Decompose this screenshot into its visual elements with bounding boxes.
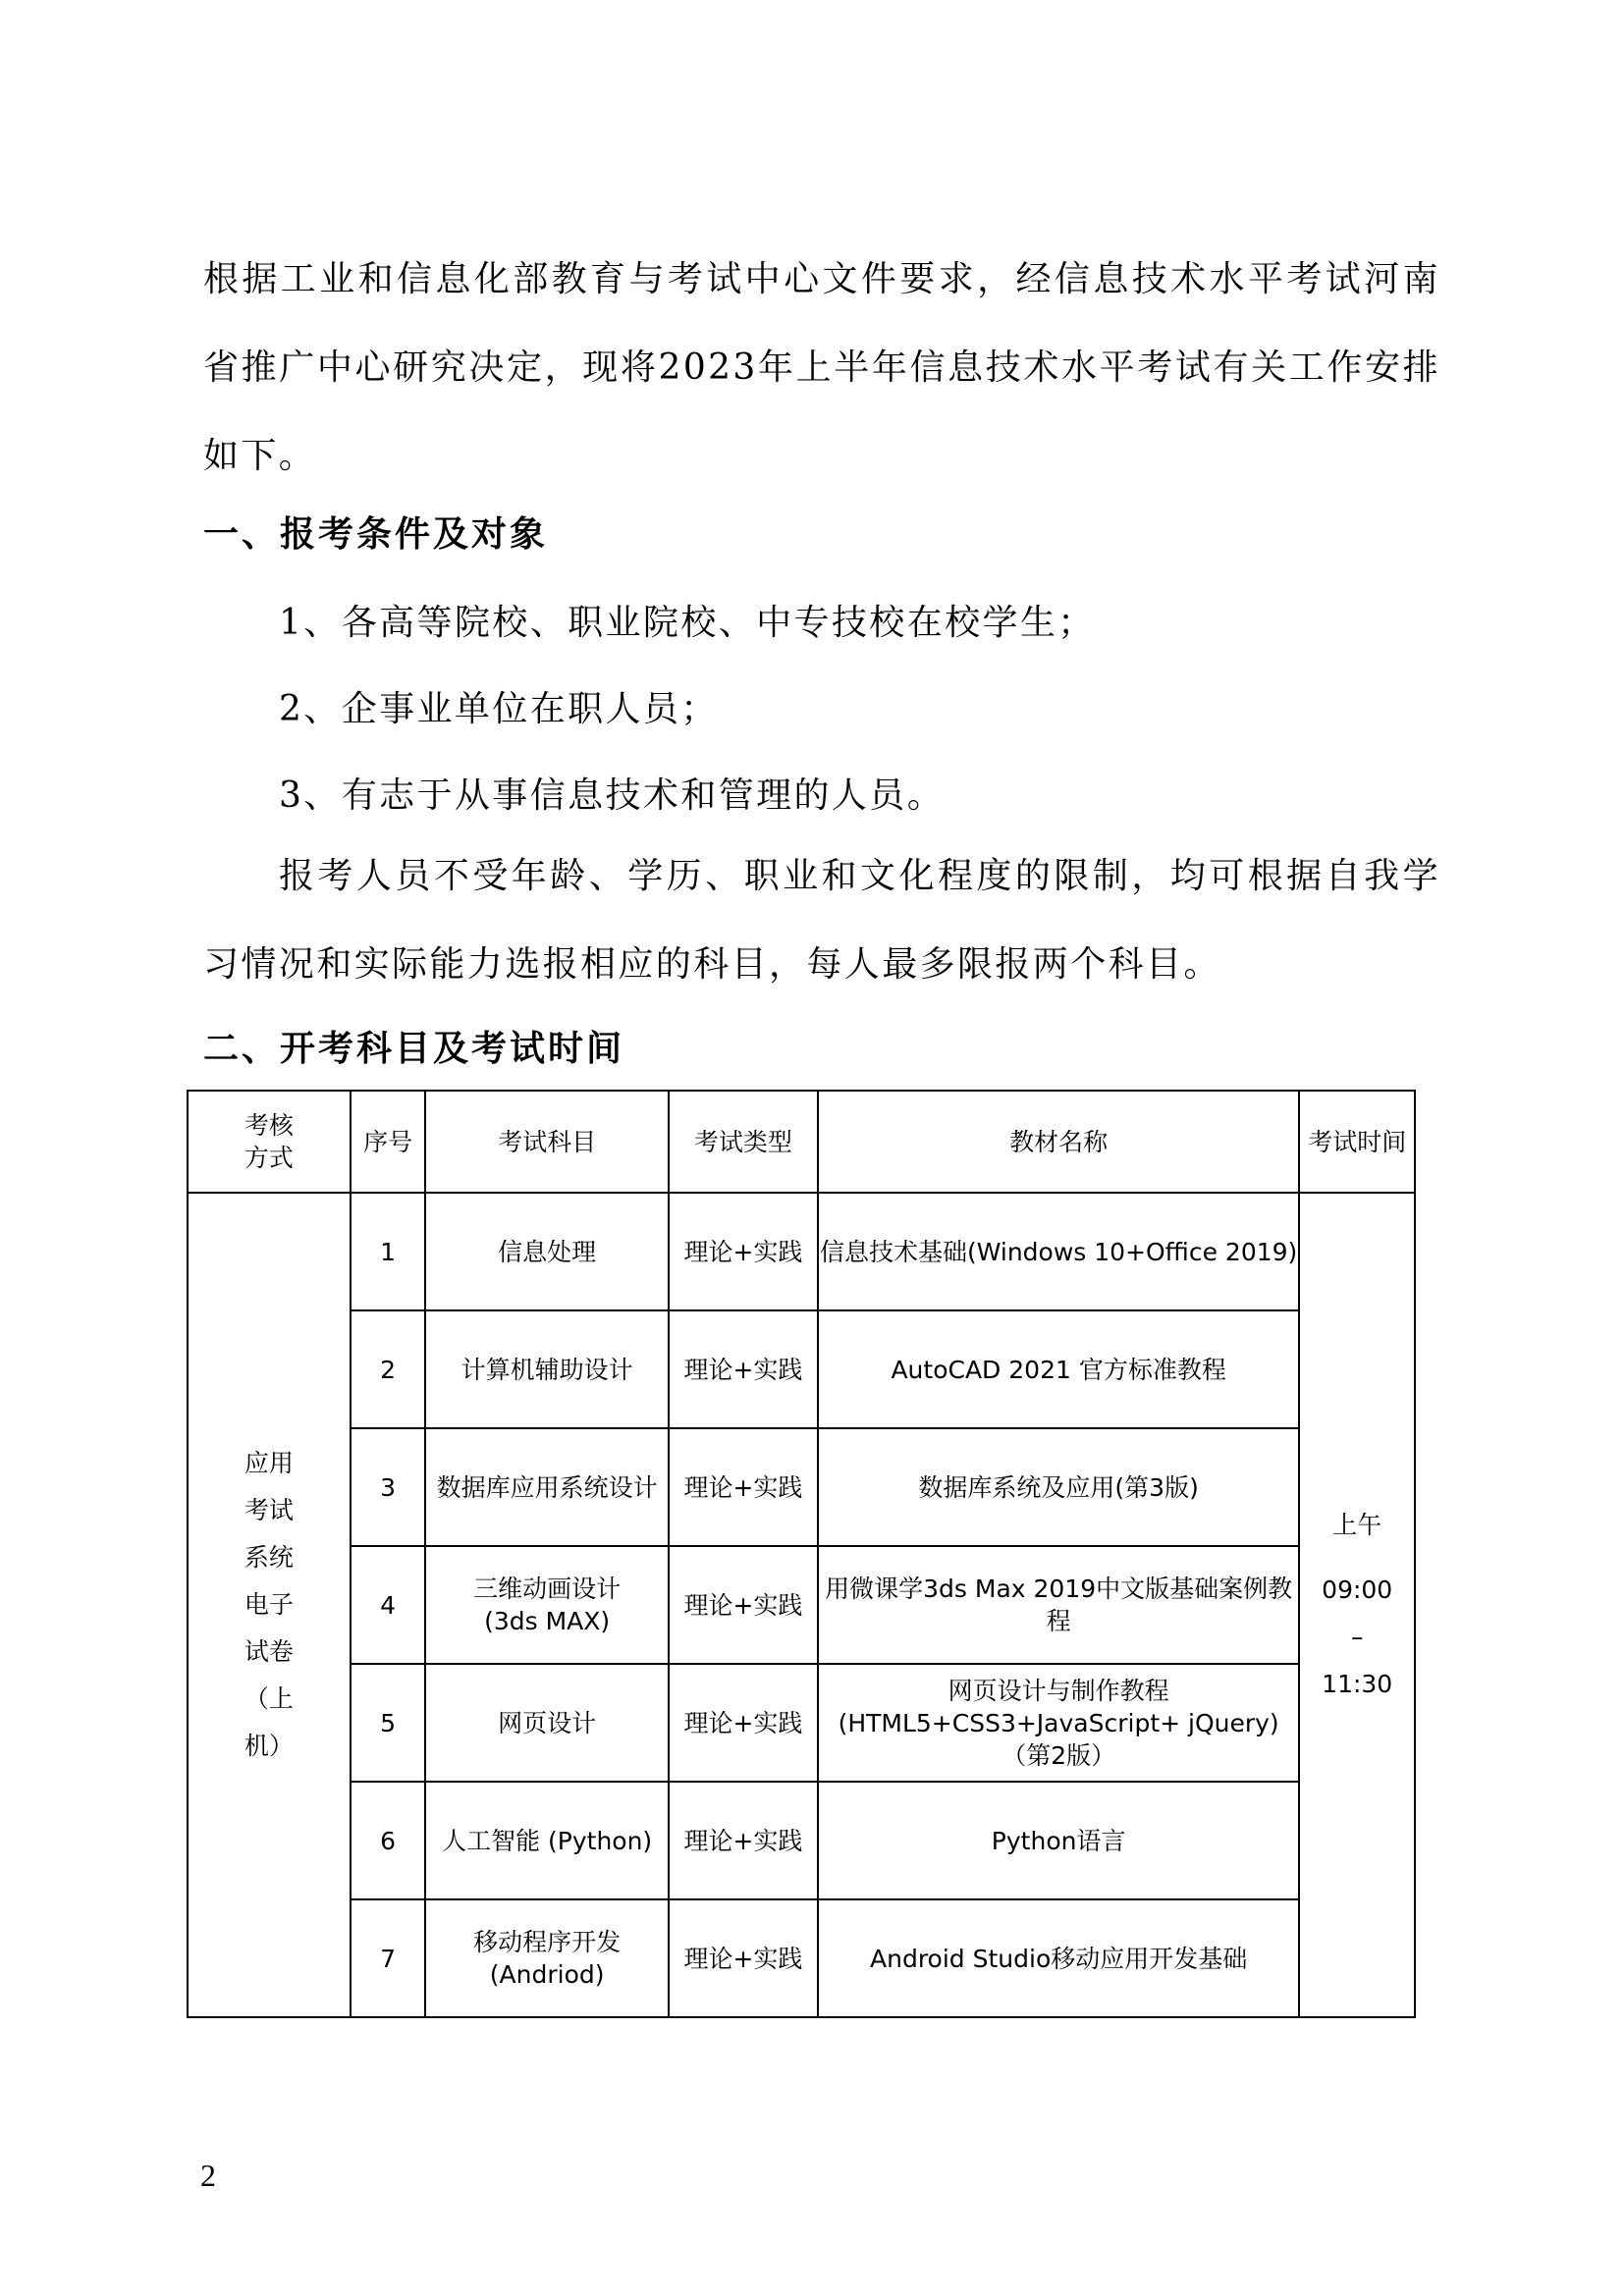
row-book: 用微课学3ds Max 2019中文版基础案例教程 <box>818 1546 1300 1664</box>
row-no: 3 <box>351 1428 425 1546</box>
time-line: – <box>1350 1623 1364 1651</box>
header-no: 序号 <box>351 1091 425 1193</box>
row-subject-line2: (Andriod) <box>489 1960 605 1989</box>
method-line: 系统 <box>244 1543 294 1572</box>
condition-item-3: 3、有志于从事信息技术和管理的人员。 <box>279 775 946 816</box>
row-no: 4 <box>351 1546 425 1664</box>
row-subject: 人工智能 (Python) <box>425 1782 669 1899</box>
table-row <box>188 1428 1415 1546</box>
row-no: 5 <box>351 1664 425 1782</box>
header-method <box>188 1091 351 1193</box>
time-line: 09:00 <box>1322 1575 1393 1604</box>
eligibility-note: 报考人员不受年龄、学历、职业和文化程度的限制，均可根据自我学习情况和实际能力选报相应的科目，每人最多限报两个科目。 <box>203 856 1440 985</box>
row-subject: 信息处理 <box>425 1193 669 1310</box>
row-book: 数据库系统及应用(第3版) <box>818 1428 1300 1546</box>
row-book: Android Studio移动应用开发基础 <box>818 1899 1300 2017</box>
header-method-line1: 考核 <box>244 1111 294 1140</box>
row-book: Python语言 <box>818 1782 1300 1899</box>
row-no: 7 <box>351 1899 425 2017</box>
table-row <box>188 1546 1415 1664</box>
method-line: 考试 <box>244 1496 294 1524</box>
row-type: 理论+实践 <box>669 1428 818 1546</box>
table-header-row <box>188 1091 1415 1193</box>
header-time: 考试时间 <box>1299 1091 1415 1193</box>
row-subject: 计算机辅助设计 <box>425 1310 669 1428</box>
table-row <box>188 1782 1415 1899</box>
row-no: 1 <box>351 1193 425 1310</box>
row-subject: 数据库应用系统设计 <box>425 1428 669 1546</box>
row-subject-line1: 三维动画设计 <box>473 1575 622 1603</box>
method-line: 应用 <box>244 1449 294 1477</box>
table-row <box>188 1664 1415 1782</box>
condition-item-1: 1、各高等院校、职业院校、中专技校在校学生； <box>279 603 1096 643</box>
time-line: 上午 <box>1332 1511 1382 1539</box>
row-book <box>818 1664 1300 1782</box>
table-row <box>188 1193 1415 1310</box>
row-type: 理论+实践 <box>669 1899 818 2017</box>
row-subject-line2: (3ds MAX) <box>484 1607 611 1635</box>
page-number: 2 <box>200 2158 216 2193</box>
row-no: 2 <box>351 1310 425 1428</box>
method-line: 电子 <box>244 1590 294 1619</box>
condition-item-2: 2、企事业单位在职人员； <box>279 689 719 729</box>
row-type: 理论+实践 <box>669 1546 818 1664</box>
method-line: 试卷 <box>244 1637 294 1666</box>
row-book: 信息技术基础(Windows 10+Office 2019) <box>818 1193 1300 1310</box>
row-book-line2: (HTML5+CSS3+JavaScript+ jQuery)（第2版） <box>838 1708 1279 1770</box>
row-subject <box>425 1899 669 2017</box>
table-row <box>188 1899 1415 2017</box>
section-1-heading: 一、报考条件及对象 <box>203 514 549 555</box>
method-cell <box>188 1193 351 2017</box>
row-book-line1: 网页设计与制作教程 <box>947 1676 1169 1705</box>
row-type: 理论+实践 <box>669 1782 818 1899</box>
intro-paragraph: 根据工业和信息化部教育与考试中心文件要求，经信息技术水平考试河南省推广中心研究决定，现将2023年上半年信息技术水平考试有关工作安排如下。 <box>203 259 1440 476</box>
header-subject: 考试科目 <box>425 1091 669 1193</box>
row-type: 理论+实践 <box>669 1193 818 1310</box>
time-line: 11:30 <box>1322 1670 1393 1698</box>
header-type: 考试类型 <box>669 1091 818 1193</box>
row-type: 理论+实践 <box>669 1310 818 1428</box>
time-cell <box>1299 1193 1415 2017</box>
row-book: AutoCAD 2021 官方标准教程 <box>818 1310 1300 1428</box>
table-row <box>188 1310 1415 1428</box>
row-type: 理论+实践 <box>669 1664 818 1782</box>
header-method-line2: 方式 <box>244 1144 294 1172</box>
section-2-heading: 二、开考科目及考试时间 <box>203 1029 625 1069</box>
row-subject <box>425 1546 669 1664</box>
exam-subjects-table <box>187 1090 1416 2018</box>
method-line: （上机） <box>244 1684 294 1760</box>
row-subject: 网页设计 <box>425 1664 669 1782</box>
row-subject-line1: 移动程序开发 <box>473 1928 622 1956</box>
row-no: 6 <box>351 1782 425 1899</box>
header-book: 教材名称 <box>818 1091 1300 1193</box>
